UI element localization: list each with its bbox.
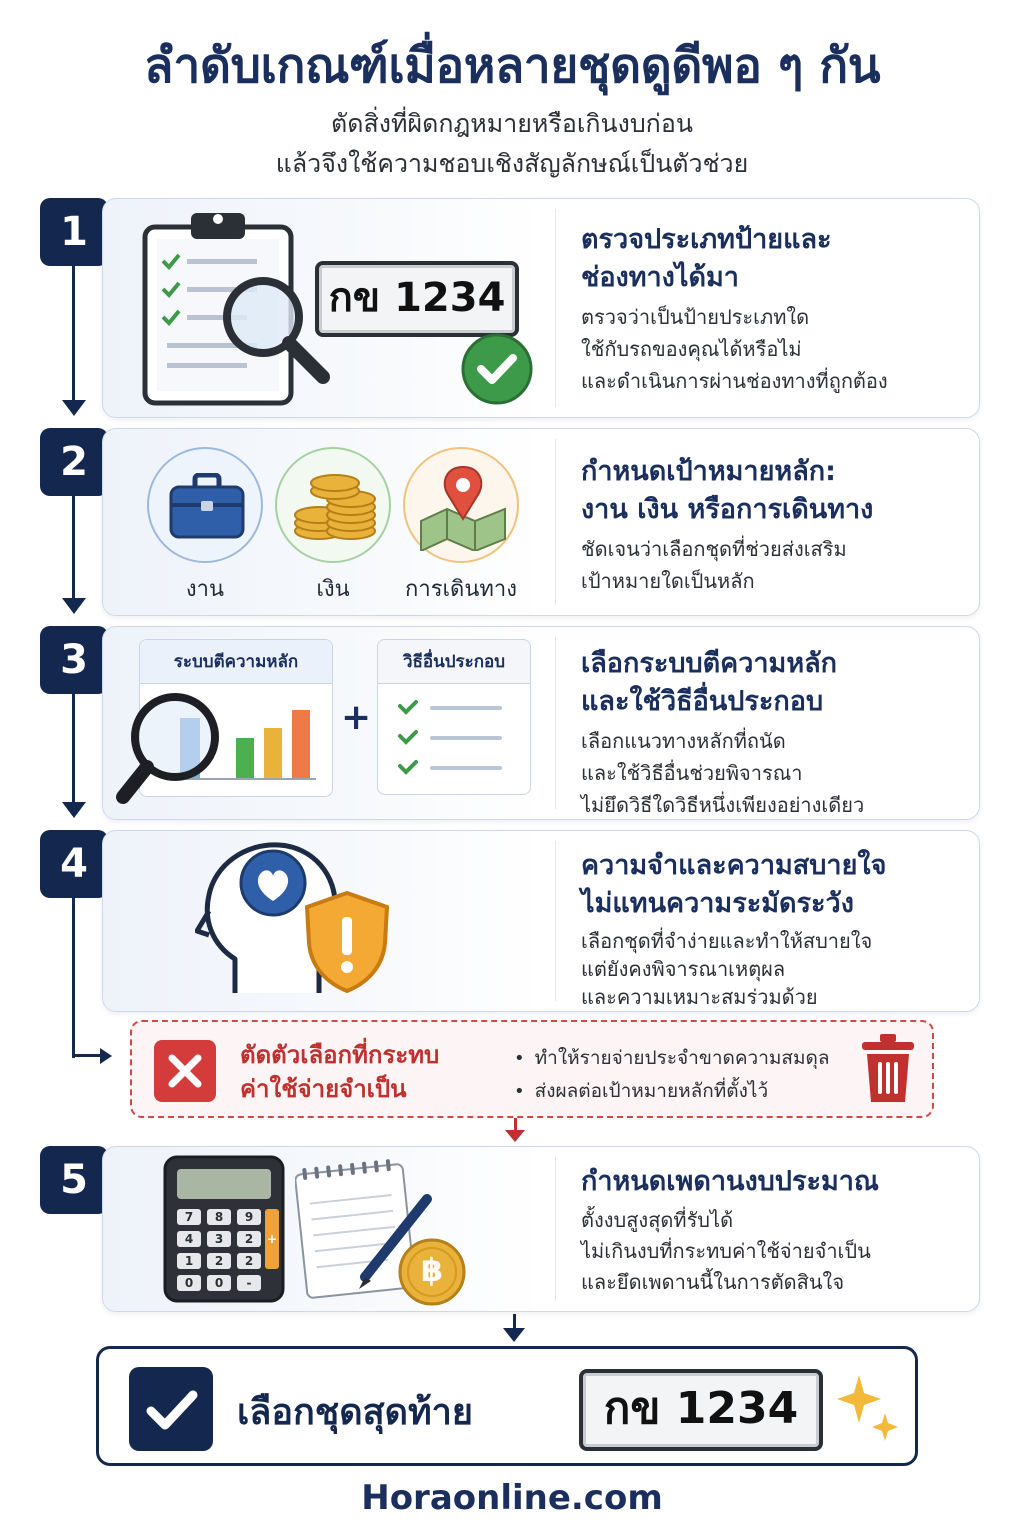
step-5-body-line: ไม่เกินงบที่กระทบค่าใช้จ่ายจำเป็น bbox=[581, 1239, 871, 1263]
sparkle-icon bbox=[837, 1373, 901, 1445]
footer-brand: Horaonline.com bbox=[361, 1478, 663, 1518]
card-divider bbox=[555, 1157, 556, 1301]
page-title: ลำดับเกณฑ์เมื่อหลายชุดดูดีพอ ๆ กัน bbox=[144, 38, 880, 94]
step-5-number: 5 bbox=[40, 1146, 108, 1214]
step-1-body-line: ใช้กับรถของคุณได้หรือไม่ bbox=[581, 337, 802, 361]
calc-key: 0 bbox=[214, 1276, 224, 1290]
calc-key: 9 bbox=[244, 1210, 254, 1224]
checkmark-icon bbox=[129, 1367, 213, 1451]
checklist-icon bbox=[396, 698, 520, 784]
step-5-body-line: และยึดเพดานนี้ในการตัดสินใจ bbox=[581, 1270, 845, 1294]
timeline-line-3 bbox=[72, 694, 75, 804]
license-plate-final: กข 1234 bbox=[579, 1369, 823, 1451]
final-choice-label: เลือกชุดสุดท้าย bbox=[237, 1392, 473, 1433]
card-divider bbox=[555, 439, 556, 605]
step-1-body-line: ตรวจว่าเป็นป้ายประเภทใด bbox=[581, 305, 810, 329]
step-4-number: 4 bbox=[40, 830, 108, 898]
warning-arrow-head bbox=[505, 1130, 525, 1142]
step-3-heading-line1: เลือกระบบตีความหลัก bbox=[581, 648, 838, 679]
timeline-line-2 bbox=[72, 494, 75, 600]
calculator-icon bbox=[161, 1153, 287, 1305]
plus-sign: + bbox=[341, 697, 372, 738]
license-plate-step1: กข 1234 bbox=[315, 261, 519, 337]
step-2-body-line: เป้าหมายใดเป็นหลัก bbox=[581, 569, 755, 593]
step-4-body-line: และความเหมาะสมร่วมด้วย bbox=[581, 985, 818, 1009]
goal-money-label: เงิน bbox=[316, 577, 350, 602]
timeline-connector-4 bbox=[72, 1054, 102, 1057]
step-5-body-line: ตั้งงบสูงสุดที่รับได้ bbox=[581, 1208, 734, 1232]
step-2-heading-line1: กำหนดเป้าหมายหลัก: bbox=[581, 456, 836, 487]
step-4-body-line: เลือกชุดที่จำง่ายและทำให้สบายใจ bbox=[581, 929, 873, 953]
step-3-body-line: ไม่ยึดวิธีใดวิธีหนึ่งเพียงอย่างเดียว bbox=[581, 793, 865, 817]
calc-key: 2 bbox=[214, 1254, 224, 1268]
step-2-heading-line2: งาน เงิน หรือการเดินทาง bbox=[581, 494, 874, 525]
timeline-arrow-4 bbox=[100, 1048, 112, 1064]
calc-key: + bbox=[266, 1232, 278, 1246]
x-mark-icon bbox=[154, 1040, 216, 1102]
timeline-line-4 bbox=[72, 898, 75, 1058]
step-1-number: 1 bbox=[40, 198, 108, 266]
step-1-card bbox=[102, 198, 980, 418]
card-divider bbox=[555, 841, 556, 1001]
baht-symbol: ฿ bbox=[420, 1251, 444, 1289]
check-circle-icon bbox=[459, 331, 535, 407]
warning-item: • ทำให้รายจ่ายประจำขาดความสมดุล bbox=[514, 1042, 830, 1075]
calc-key: 8 bbox=[214, 1210, 224, 1224]
calc-key: 2 bbox=[244, 1254, 254, 1268]
step-3-body-line: และใช้วิธีอื่นช่วยพิจารณา bbox=[581, 761, 803, 785]
goal-travel-label: การเดินทาง bbox=[405, 577, 517, 602]
step-5-heading-line1: กำหนดเพดานงบประมาณ bbox=[581, 1166, 879, 1197]
calc-key: 7 bbox=[184, 1210, 194, 1224]
goal-work-circle bbox=[147, 447, 263, 563]
warning-heading-line1: ตัดตัวเลือกที่กระทบ bbox=[240, 1041, 440, 1069]
timeline-arrow-3 bbox=[62, 802, 86, 818]
step-3-body-line: เลือกแนวทางหลักที่ถนัด bbox=[581, 729, 786, 753]
warning-box bbox=[130, 1020, 934, 1118]
briefcase-icon bbox=[167, 473, 247, 541]
step-1-heading-line1: ตรวจประเภทป้ายและ bbox=[581, 224, 832, 255]
step-2-number: 2 bbox=[40, 428, 108, 496]
calc-key: - bbox=[246, 1276, 252, 1290]
card-divider bbox=[555, 209, 556, 407]
timeline-arrow-1 bbox=[62, 400, 86, 416]
trash-icon bbox=[858, 1032, 918, 1106]
coins-icon bbox=[291, 469, 379, 545]
calc-key: 2 bbox=[244, 1232, 254, 1246]
other-methods-label: วิธีอื่นประกอบ bbox=[378, 640, 530, 684]
timeline-arrow-2 bbox=[62, 598, 86, 614]
magnifier-icon bbox=[113, 689, 233, 813]
step-1-heading-line2: ช่องทางได้มา bbox=[581, 262, 739, 293]
step-2-card bbox=[102, 428, 980, 616]
step-2-body-line: ชัดเจนว่าเลือกชุดที่ช่วยส่งเสริม bbox=[581, 537, 847, 561]
page-subtitle-line1: ตัดสิ่งที่ผิดกฎหมายหรือเกินงบก่อน bbox=[331, 109, 693, 138]
page-subtitle-line2: แล้วจึงใช้ความชอบเชิงสัญลักษณ์เป็นตัวช่วย bbox=[275, 149, 749, 178]
step-4-heading-line1: ความจำและความสบายใจ bbox=[581, 850, 887, 881]
step-4-card bbox=[102, 830, 980, 1012]
map-pin-icon bbox=[417, 463, 509, 551]
goal-money-circle bbox=[275, 447, 391, 563]
calc-key: 0 bbox=[184, 1276, 194, 1290]
warning-heading-line2: ค่าใช้จ่ายจำเป็น bbox=[240, 1075, 407, 1103]
final-arrow-head bbox=[503, 1328, 525, 1342]
goal-travel-circle bbox=[403, 447, 519, 563]
step-1-body-line: และดำเนินการผ่านช่องทางที่ถูกต้อง bbox=[581, 369, 888, 393]
step-3-card bbox=[102, 626, 980, 820]
main-system-label: ระบบตีความหลัก bbox=[140, 640, 332, 684]
step-4-heading-line2: ไม่แทนความระมัดระวัง bbox=[581, 888, 854, 919]
shield-warning-icon bbox=[301, 889, 393, 993]
final-choice-box bbox=[96, 1346, 918, 1466]
timeline-line-1 bbox=[72, 266, 75, 402]
baht-coin-icon bbox=[397, 1237, 467, 1307]
other-methods-card bbox=[377, 639, 531, 795]
goal-work-label: งาน bbox=[185, 577, 225, 602]
step-3-number: 3 bbox=[40, 626, 108, 694]
calc-key: 1 bbox=[184, 1254, 194, 1268]
calc-key: 4 bbox=[184, 1232, 194, 1246]
step-5-card bbox=[102, 1146, 980, 1312]
card-divider bbox=[555, 637, 556, 809]
calc-key: 3 bbox=[214, 1232, 224, 1246]
step-3-heading-line2: และใช้วิธีอื่นประกอบ bbox=[581, 686, 824, 717]
warning-item: • ส่งผลต่อเป้าหมายหลักที่ตั้งไว้ bbox=[514, 1075, 830, 1108]
step-4-body-line: แต่ยังคงพิจารณาเหตุผล bbox=[581, 957, 786, 981]
